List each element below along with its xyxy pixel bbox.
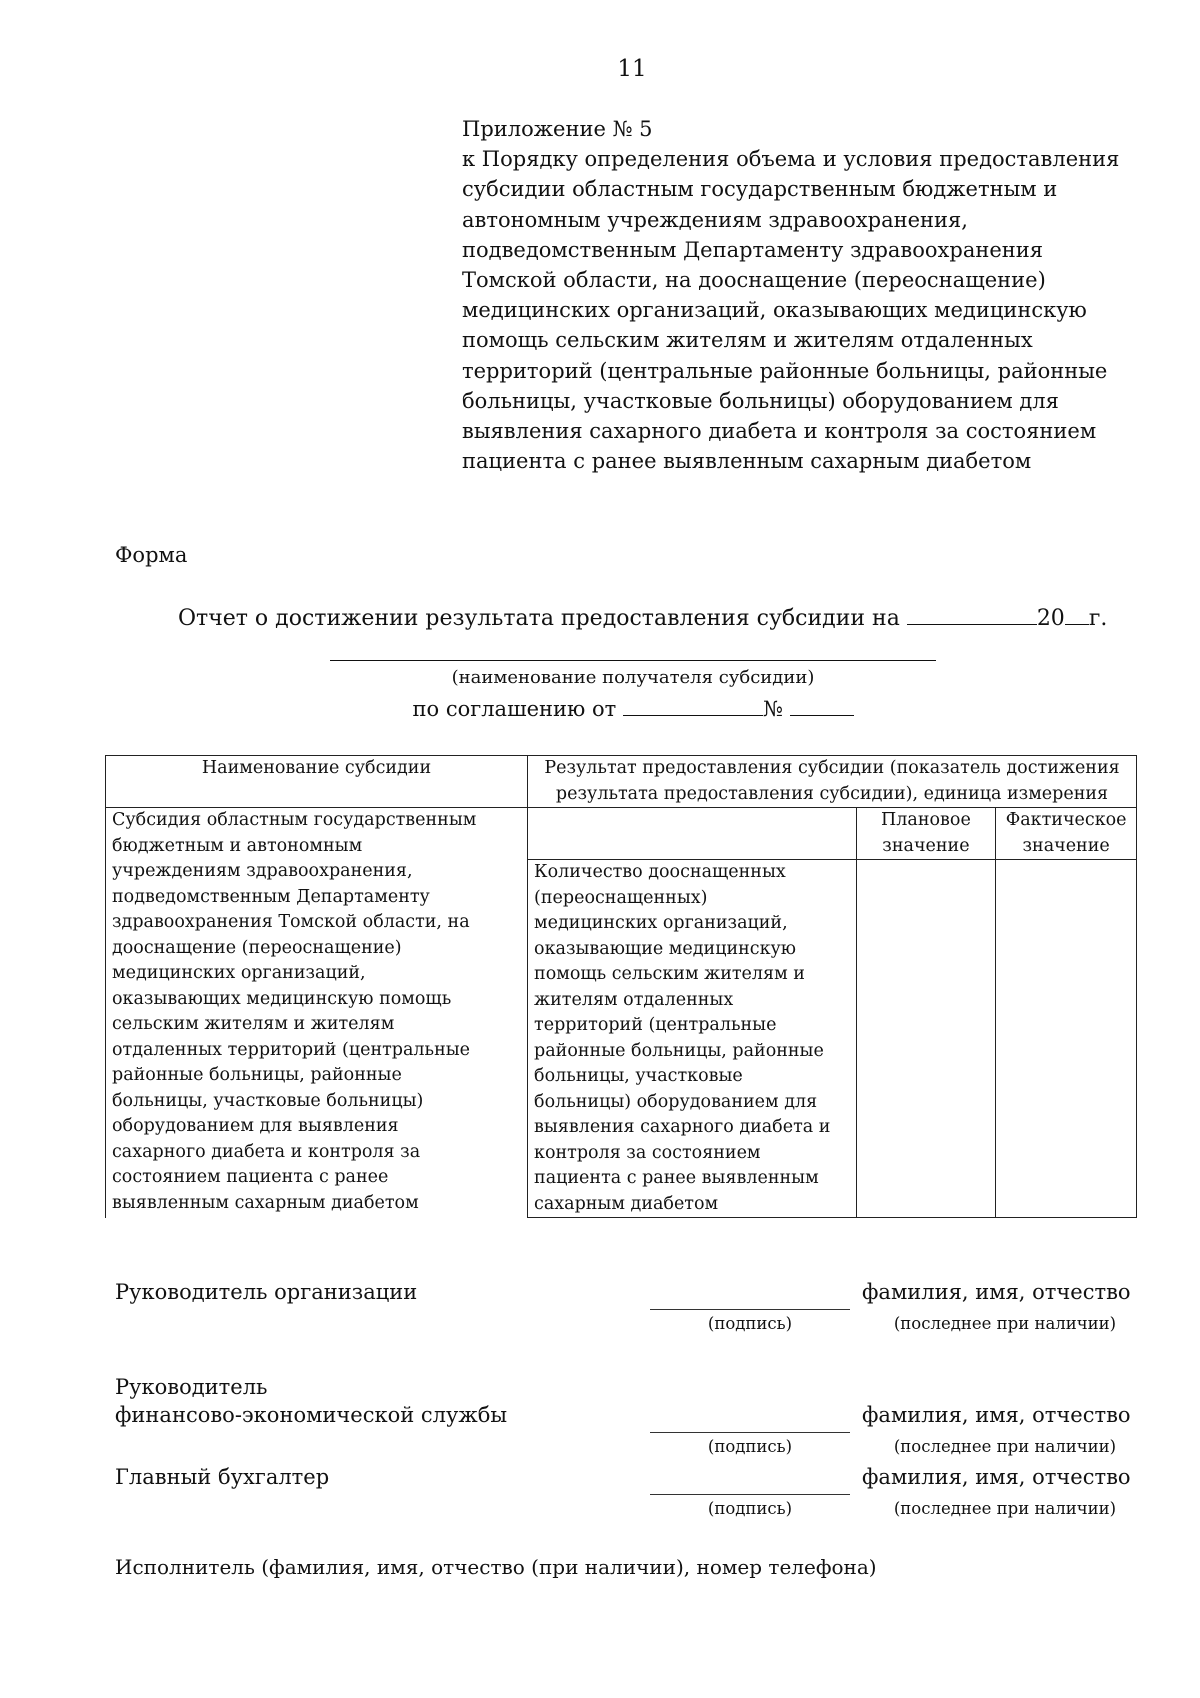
table-header-row (106, 756, 1137, 808)
cell-result (528, 860, 857, 1218)
header-actual (996, 808, 1137, 860)
signature-blank[interactable] (650, 1309, 850, 1310)
signature-caption: (подпись) (707, 1314, 793, 1333)
header-planned (856, 808, 996, 860)
year-blank[interactable] (1065, 604, 1089, 625)
year-prefix: 20 (1036, 606, 1065, 631)
form-label: Форма (115, 543, 188, 567)
cell-line: пациента с ранее выявленным (534, 1168, 819, 1188)
report-date-blank[interactable] (907, 604, 1037, 625)
cell-line: подведомственным Департаменту (112, 886, 430, 907)
agreement-date-blank[interactable] (623, 695, 763, 716)
header-actual-line: Фактическое (1005, 810, 1127, 830)
signature-caption: (подпись) (707, 1499, 793, 1518)
agreement-prefix: по соглашению от (412, 697, 617, 721)
report-title-text: Отчет о достижении результата предоставления субсидии на (178, 606, 900, 631)
appendix-line: выявления сахарного диабета и контроля за состоянием (462, 419, 1097, 444)
report-table (105, 755, 1137, 1218)
appendix-title: Приложение № 5 (462, 117, 653, 141)
cell-line: контроля за состоянием (534, 1142, 761, 1163)
cell-actual-value[interactable] (996, 860, 1137, 1218)
cell-line: (переоснащенных) (534, 887, 708, 908)
cell-line: бюджетным и автономным (112, 835, 363, 856)
appendix-header (462, 114, 1182, 476)
agreement-line (330, 695, 936, 721)
header-planned-line: значение (882, 835, 970, 856)
appendix-line: субсидии областным государственным бюджетным и (462, 177, 1058, 202)
header-result-line: результата предоставления субсидии), единица измерения (555, 783, 1109, 804)
cell-result-empty (528, 808, 857, 860)
cell-line: сахарного диабета и контроля за (112, 1141, 421, 1162)
cell-line: выявления сахарного диабета и (534, 1117, 831, 1137)
cell-line: состоянием пациента с ранее (112, 1167, 389, 1187)
header-result (528, 756, 1137, 808)
signature-blank[interactable] (650, 1494, 850, 1495)
recipient-caption: (наименование получателя субсидии) (451, 667, 815, 688)
appendix-line: автономным учреждениям здравоохранения, (462, 207, 968, 232)
appendix-line: территорий (центральные районные больницы, районные (462, 358, 1108, 383)
cell-line: сахарным диабетом (534, 1193, 719, 1214)
signature-blank[interactable] (650, 1432, 850, 1433)
signature-role-finance-line1: Руководитель (115, 1375, 268, 1399)
cell-line: районные больницы, районные (534, 1040, 824, 1061)
signature-role-head: Руководитель организации (115, 1280, 418, 1304)
cell-planned-value[interactable] (856, 860, 996, 1218)
year-suffix: г. (1088, 606, 1108, 631)
cell-line: оказывающих медицинскую помощь (112, 988, 452, 1009)
executor-line: Исполнитель (фамилия, имя, отчество (при наличии), номер телефона) (115, 1555, 877, 1579)
fio-label: фамилия, имя, отчество (862, 1280, 1131, 1304)
cell-subsidy-name (106, 808, 528, 1218)
signature-role-accountant: Главный бухгалтер (115, 1465, 330, 1489)
cell-line: оборудованием для выявления (112, 1116, 399, 1136)
cell-line: выявленным сахарным диабетом (112, 1192, 419, 1213)
cell-line: отдаленных территорий (центральные (112, 1039, 471, 1060)
fio-caption: (последнее при наличии) (893, 1437, 1117, 1456)
agreement-number-sign: № (762, 697, 783, 721)
report-title (178, 604, 1107, 631)
header-actual-line: значение (1022, 835, 1110, 856)
header-planned-line: Плановое (881, 810, 971, 830)
cell-line: больницы, участковые больницы) (112, 1090, 424, 1111)
header-result-line: Результат предоставления субсидии (показатель достижения (544, 758, 1120, 778)
recipient-name-blank[interactable] (330, 660, 936, 661)
cell-line: дооснащение (переоснащение) (112, 937, 402, 958)
appendix-line: Томской области, на дооснащение (переоснащение) (462, 268, 1046, 293)
appendix-line: к Порядку определения объема и условия предоставления (462, 147, 1120, 172)
cell-line: учреждениям здравоохранения, (112, 861, 413, 881)
cell-line: больницы) оборудованием для (534, 1091, 818, 1112)
table-row (106, 808, 1137, 860)
cell-line: помощь сельским жителям и (534, 964, 805, 984)
cell-line: Количество дооснащенных (534, 862, 786, 882)
cell-line: больницы, участковые (534, 1066, 743, 1086)
fio-label: фамилия, имя, отчество (862, 1403, 1131, 1427)
fio-label: фамилия, имя, отчество (862, 1465, 1131, 1489)
agreement-number-blank[interactable] (790, 695, 854, 716)
page-number: 11 (617, 56, 647, 82)
fio-caption: (последнее при наличии) (893, 1499, 1117, 1518)
cell-line: здравоохранения Томской области, на (112, 912, 470, 932)
header-subsidy-name: Наименование субсидии (106, 756, 528, 808)
appendix-line: подведомственным Департаменту здравоохранения (462, 237, 1044, 262)
signature-role-finance-line2: финансово-экономической службы (115, 1403, 508, 1427)
cell-line: оказывающие медицинскую (534, 938, 797, 959)
cell-line: медицинских организаций, (534, 913, 788, 933)
cell-line: сельским жителям и жителям (112, 1014, 395, 1034)
cell-line: Субсидия областным государственным (112, 810, 477, 830)
appendix-line: пациента с ранее выявленным сахарным диабетом (462, 449, 1032, 474)
appendix-line: медицинских организаций, оказывающих медицинскую (462, 298, 1087, 323)
cell-line: районные больницы, районные (112, 1065, 402, 1085)
signature-caption: (подпись) (707, 1437, 793, 1456)
cell-line: медицинских организаций, (112, 963, 366, 983)
appendix-line: помощь сельским жителям и жителям отдаленных (462, 328, 1033, 353)
cell-line: жителям отдаленных (534, 989, 734, 1010)
cell-line: территорий (центральные (534, 1015, 777, 1035)
fio-caption: (последнее при наличии) (893, 1314, 1117, 1333)
appendix-line: больницы, участковые больницы) оборудованием для (462, 388, 1059, 413)
